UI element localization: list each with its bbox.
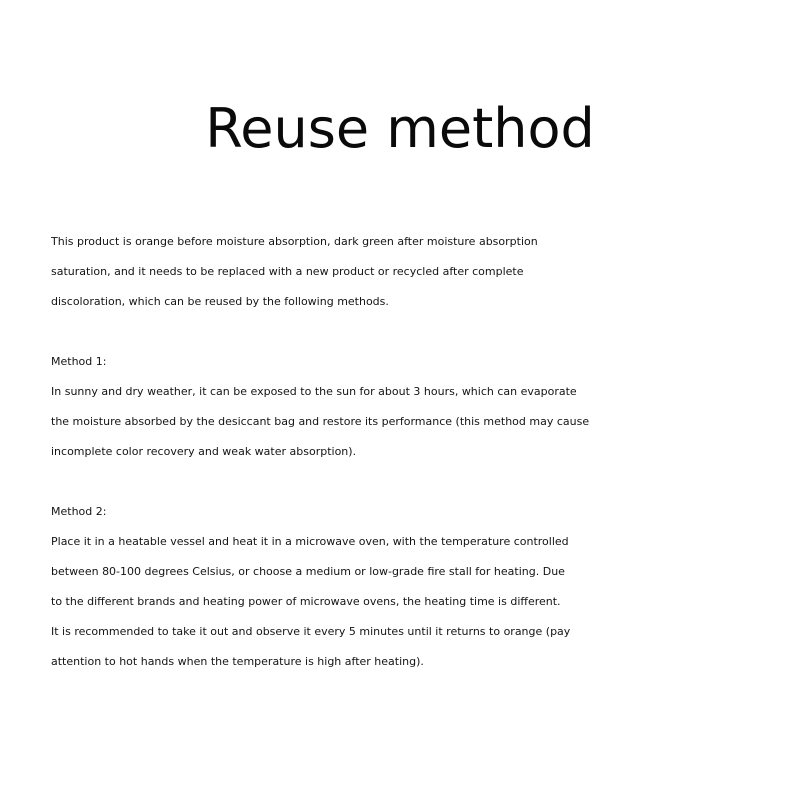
- intro-paragraph: [51, 227, 771, 317]
- paragraph-gap: [51, 317, 771, 347]
- method-2-section: [51, 497, 771, 677]
- method-1-line: In sunny and dry weather, it can be exposed to the sun for about 3 hours, which can evaporate: [51, 385, 577, 398]
- method-1-line: the moisture absorbed by the desiccant bag and restore its performance (this method may cause: [51, 415, 590, 428]
- intro-line: This product is orange before moisture absorption, dark green after moisture absorption: [51, 235, 538, 248]
- body-text: [51, 227, 771, 677]
- method-2-heading: Method 2:: [51, 505, 107, 518]
- method-2-line: to the different brands and heating power of microwave ovens, the heating time is different.: [51, 595, 561, 608]
- method-2-line: It is recommended to take it out and observe it every 5 minutes until it returns to orange (pay: [51, 625, 571, 638]
- paragraph-gap: [51, 467, 771, 497]
- page-title: Reuse method: [205, 97, 595, 160]
- method-1-section: [51, 347, 771, 467]
- intro-line: discoloration, which can be reused by the following methods.: [51, 295, 389, 308]
- method-2-line: between 80-100 degrees Celsius, or choose a medium or low-grade fire stall for heating. Due: [51, 565, 565, 578]
- method-2-line: Place it in a heatable vessel and heat it in a microwave oven, with the temperature controlled: [51, 535, 569, 548]
- method-2-line: attention to hot hands when the temperature is high after heating).: [51, 655, 424, 668]
- method-1-heading: Method 1:: [51, 355, 107, 368]
- method-1-line: incomplete color recovery and weak water absorption).: [51, 445, 357, 458]
- intro-line: saturation, and it needs to be replaced with a new product or recycled after complete: [51, 265, 524, 278]
